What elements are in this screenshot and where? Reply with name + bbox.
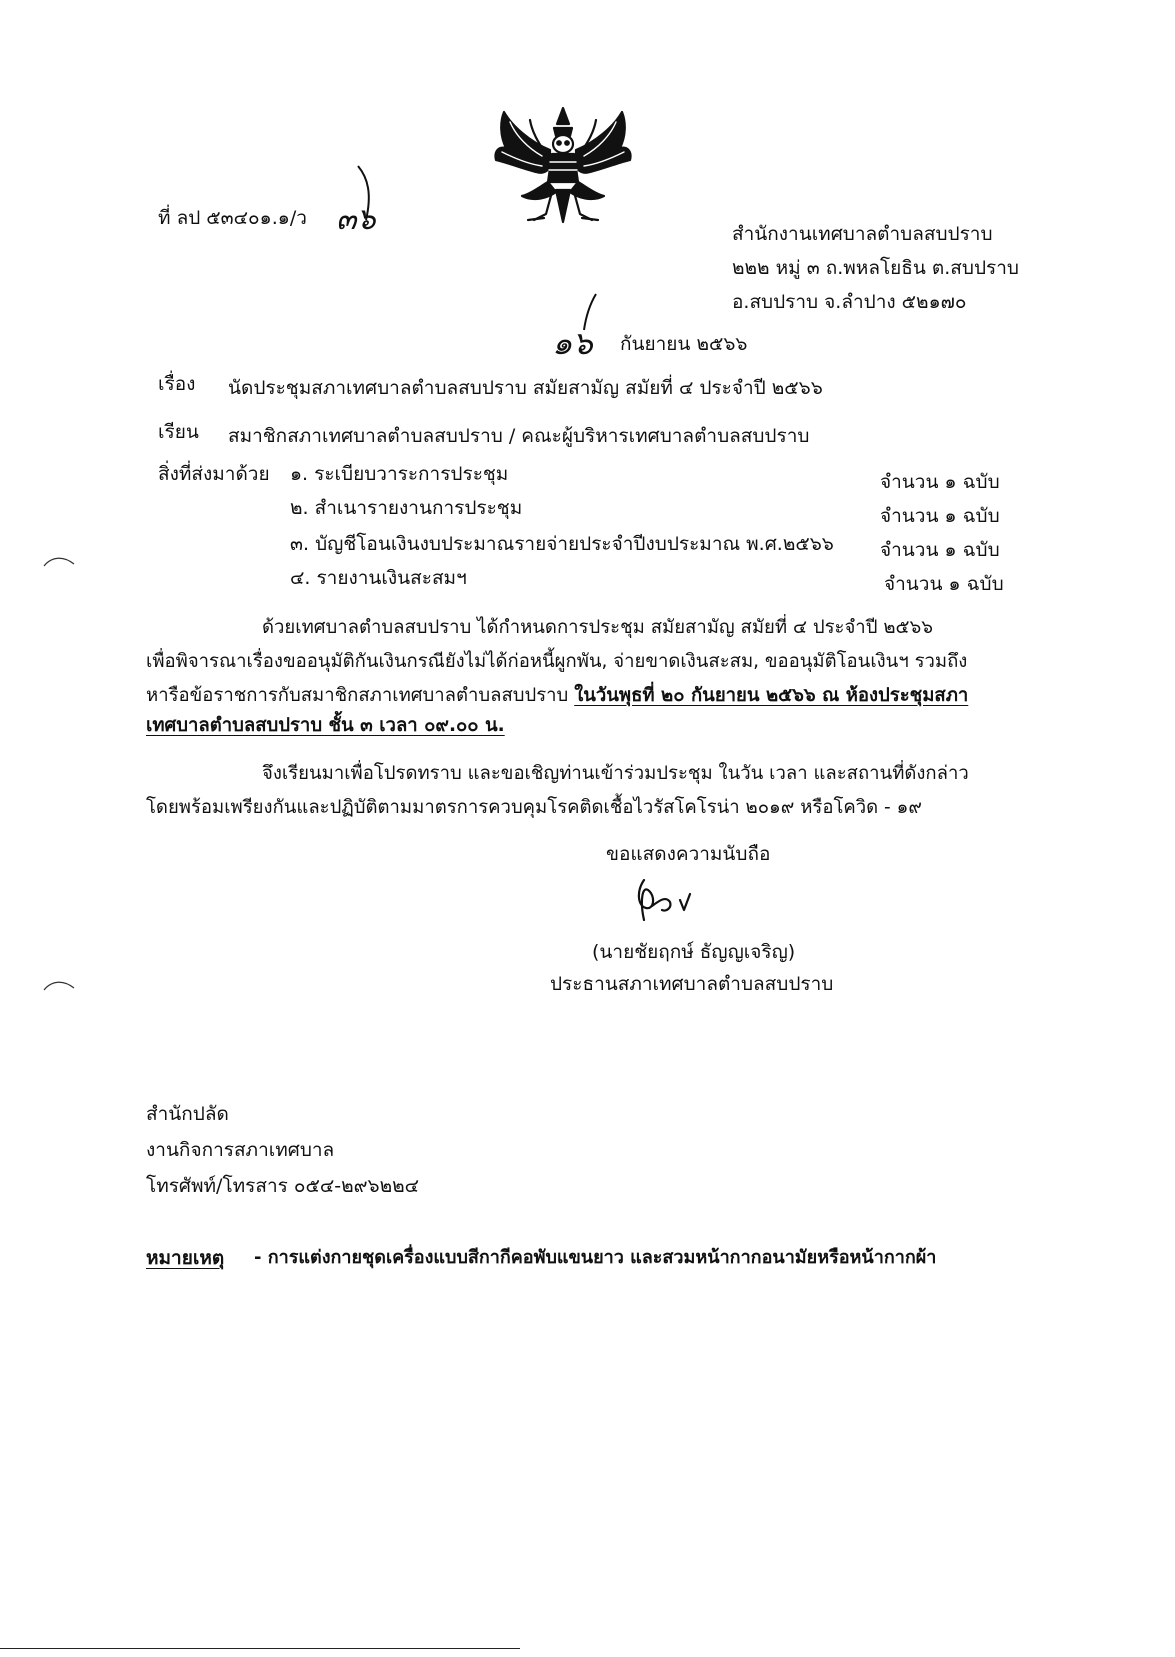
page-edge-line <box>0 1648 520 1649</box>
signer-name: (นายชัยฤกษ์ ธัญญเจริญ) <box>592 941 796 963</box>
signature <box>626 872 696 932</box>
issuing-unit: สำนักปลัด <box>146 1103 229 1125</box>
garuda-emblem <box>490 102 636 234</box>
body-paragraph-line: จึงเรียนมาเพื่อโปรดทราบ และขอเชิญท่านเข้าร่วมประชุม ในวัน เวลา และสถานที่ดังกล่าว <box>262 763 969 784</box>
attachment-item: ๓. บัญชีโอนเงินงบประมาณรายจ่ายประจำปีงบประมาณ พ.ศ.๒๕๖๖ <box>290 533 834 555</box>
office-address-line: อ.สบปราบ จ.ลำปาง ๕๒๑๗๐ <box>732 291 967 313</box>
date-month-year: กันยายน ๒๕๖๖ <box>620 333 748 355</box>
contact-phone: โทรศัพท์/โทรสาร ๐๕๔-๒๙๖๒๒๔ <box>146 1175 420 1197</box>
recipient-label: เรียน <box>158 421 199 443</box>
signer-title: ประธานสภาเทศบาลตำบลสบปราบ <box>550 973 834 995</box>
attachment-item: ๑. ระเบียบวาระการประชุม <box>290 463 509 485</box>
attachment-quantity: จำนวน ๑ ฉบับ <box>884 573 1004 595</box>
meeting-location-emphasis: เทศบาลตำบลสบปราบ ชั้น ๓ เวลา ๐๙.๐๐ น. <box>146 715 505 736</box>
document-number-handwritten: ๓๖ <box>336 202 376 237</box>
closing-regards: ขอแสดงความนับถือ <box>606 843 771 865</box>
date-day-handwritten: ๑๖ <box>552 324 593 362</box>
issuing-section: งานกิจการสภาเทศบาล <box>146 1139 335 1161</box>
body-paragraph-line: ด้วยเทศบาลตำบลสบปราบ ได้กำหนดการประชุม สมัยสามัญ สมัยที่ ๔ ประจำปี ๒๕๖๖ <box>262 617 933 638</box>
attachment-quantity: จำนวน ๑ ฉบับ <box>880 505 1000 527</box>
note-text: - การแต่งกายชุดเครื่องแบบสีกากีคอพับแขนยาว และสวมหน้ากากอนามัยหรือหน้ากากผ้า <box>254 1247 937 1268</box>
body-paragraph-line <box>146 684 968 708</box>
note-label: หมายเหตุ <box>146 1247 225 1269</box>
body-paragraph-line: โดยพร้อมเพรียงกันและปฏิบัติตามมาตรการควบคุมโรคติดเชื้อไวรัสโคโรน่า ๒๐๑๙ หรือโควิด - ๑๙ <box>146 797 922 818</box>
scan-mark <box>40 552 80 572</box>
attachment-item: ๔. รายงานเงินสะสมฯ <box>290 567 467 589</box>
handwritten-stroke <box>352 164 382 224</box>
body-text: หารือข้อราชการกับสมาชิกสภาเทศบาลตำบลสบปราบ <box>146 685 569 706</box>
office-address-line: ๒๒๒ หมู่ ๓ ถ.พหลโยธิน ต.สบปราบ <box>732 257 1019 279</box>
body-paragraph-line: เพื่อพิจารณาเรื่องขออนุมัติกันเงินกรณียังไม่ได้ก่อหนี้ผูกพัน, จ่ายขาดเงินสะสม, ขออนุมัติโอนเงินฯ รวมถึง <box>146 651 968 672</box>
subject-text: นัดประชุมสภาเทศบาลตำบลสบปราบ สมัยสามัญ สมัยที่ ๔ ประจำปี ๒๕๖๖ <box>228 377 823 399</box>
attachment-quantity: จำนวน ๑ ฉบับ <box>880 539 1000 561</box>
office-name: สำนักงานเทศบาลตำบลสบปราบ <box>732 223 993 245</box>
handwritten-stroke <box>578 292 602 332</box>
subject-label: เรื่อง <box>158 373 196 395</box>
attachment-quantity: จำนวน ๑ ฉบับ <box>880 471 1000 493</box>
meeting-datetime-emphasis: ในวันพุธที่ ๒๐ กันยายน ๒๕๖๖ ณ ห้องประชุมสภา <box>574 685 969 706</box>
scan-mark <box>40 976 80 996</box>
document-number: ที่ ลป ๕๓๔๐๑.๑/ว <box>158 207 307 229</box>
recipient-text: สมาชิกสภาเทศบาลตำบลสบปราบ / คณะผู้บริหารเทศบาลตำบลสบปราบ <box>228 425 810 447</box>
attachment-item: ๒. สำเนารายงานการประชุม <box>290 497 523 519</box>
attachments-label: สิ่งที่ส่งมาด้วย <box>158 463 270 485</box>
